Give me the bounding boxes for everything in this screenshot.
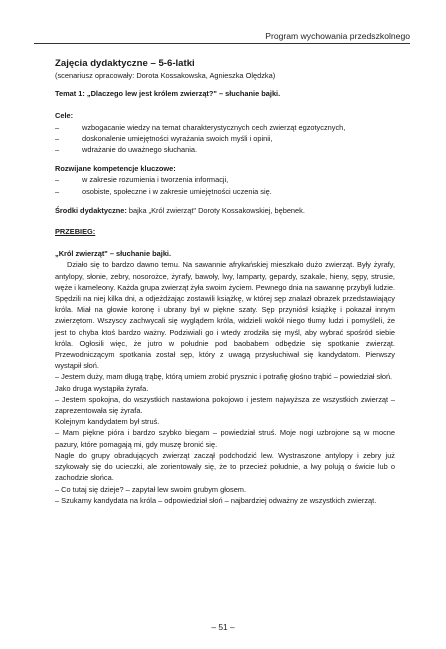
story-line: – Jestem spokojna, do wszystkich nastawiona pokojowo i jestem najwyższa ze wszystkich zwierząt – zaprezentowała się żyrafa. — [55, 394, 395, 416]
dash-bullet: – — [55, 175, 60, 185]
teaching-aids-text: bajka „Król zwierząt" Doroty Kossakowskiej, bębenek. — [126, 205, 305, 215]
running-header: Program wychowania przedszkolnego — [265, 31, 410, 41]
dash-bullet: – — [55, 122, 60, 132]
list-item — [55, 186, 395, 197]
dash-bullet: – — [55, 186, 60, 196]
story-line: – Szukamy kandydata na króla – odpowiedział słoń – najbardziej odważny ze wszystkich zwierząt. — [55, 495, 377, 505]
competencies-heading: Rozwijane kompetencje kluczowe: — [55, 164, 176, 174]
story-line: – Jestem duży, mam długą trąbę, którą umiem zrobić prysznic i potrafię głośno trąbić – powiedział słoń. — [55, 372, 393, 382]
list-item — [55, 174, 395, 185]
page-number: – 51 – — [211, 622, 235, 632]
list-item-text: doskonalenie umiejętności wyrażania swoich myśli i opinii, — [82, 133, 273, 143]
list-item — [55, 133, 395, 144]
list-item-text: wzbogacanie wiedzy na temat charakterystycznych cech zwierząt egzotycznych, — [82, 122, 346, 132]
goals-list — [55, 122, 395, 156]
story-paragraph: Działo się to bardzo dawno temu. Na sawannie afrykańskiej mieszkało dużo zwierząt. Były żyrafy, antylopy, słonie, zebry, nosorożce, żyrafy, bawoły, lwy, lamparty, gepardy, szakale, hieny, sępy, strusie, węże i kameleony. Każda grupa zwierząt żyła swoim życiem. Pewnego dnia na sawannę przybyli ludzie. Spędzili na niej kilka dni, a odjeżdżając zostawili książkę, w której sęp znalazł obrazek przedstawiający króla. Miał na głowie koronę i ubrany był w piękne szaty. Sęp przyniósł książkę i pokazał innym zwierzętom. Wszyscy zachwycali się wyglądem króla, widzieli wokół niego tłumy ludzi i pomyśleli, że jest to chyba ktoś bardzo ważny. Podziwiali go i wtedy zrodziła się myśl, aby wybrać spośród siebie króla. Ogłosili więc, że jutro w południe pod baobabem odbędzie się spotkanie zwierząt. Przewodniczącym spotkania został sęp, który z uwagą przysłuchiwał się kandydatom. Pierwszy wystąpił słoń. — [55, 260, 395, 371]
list-item-text: wdrażanie do uważnego słuchania. — [82, 145, 198, 155]
goals-heading: Cele: — [55, 111, 74, 121]
story-title: „Król zwierząt" – słuchanie bajki. — [55, 249, 172, 259]
list-item-text: osobiste, społeczne i w zakresie umiejętności uczenia się. — [82, 186, 272, 196]
dash-bullet: – — [55, 145, 60, 155]
story-line: Jako druga wystąpiła żyrafa. — [55, 383, 149, 393]
story-line: Nagle do grupy obradujących zwierząt zaczął podchodzić lew. Wystraszone antylopy i zebry już szykowały się do ucieczki, ale zorientowały się, że to przecież południe, a lwy polują o świcie lub o zachodzie słońca. — [55, 450, 395, 483]
lesson-topic: Temat 1: „Dlaczego lew jest królem zwierząt?" – słuchanie bajki. — [55, 89, 281, 99]
story-line: Kolejnym kandydatem był struś. — [55, 417, 160, 427]
teaching-aids — [55, 205, 395, 216]
page-content — [55, 58, 395, 506]
list-item — [55, 122, 395, 133]
story-line: – Co tutaj się dzieje? – zapytał lew swoim grubym głosem. — [55, 484, 247, 494]
list-item — [55, 144, 395, 155]
lesson-title: Zajęcia dydaktyczne – 5-6-latki — [55, 58, 195, 69]
authors-note: (scenariusz opracowały: Dorota Kossakowska, Agnieszka Olędzka) — [55, 71, 276, 80]
teaching-aids-label: Środki dydaktyczne: — [55, 205, 127, 215]
dash-bullet: – — [55, 133, 60, 143]
header-rule — [34, 43, 410, 44]
list-item-text: w zakresie rozumienia i tworzenia informacji, — [82, 175, 229, 185]
competencies-list — [55, 174, 395, 196]
story-line: – Mam piękne pióra i bardzo szybko biegam – powiedział struś. Moje nogi uzbrojone są w mocne pazury, które pomagają mi, gdy muszę bronić się. — [55, 428, 395, 449]
procedure-heading: PRZEBIEG: — [55, 227, 96, 237]
